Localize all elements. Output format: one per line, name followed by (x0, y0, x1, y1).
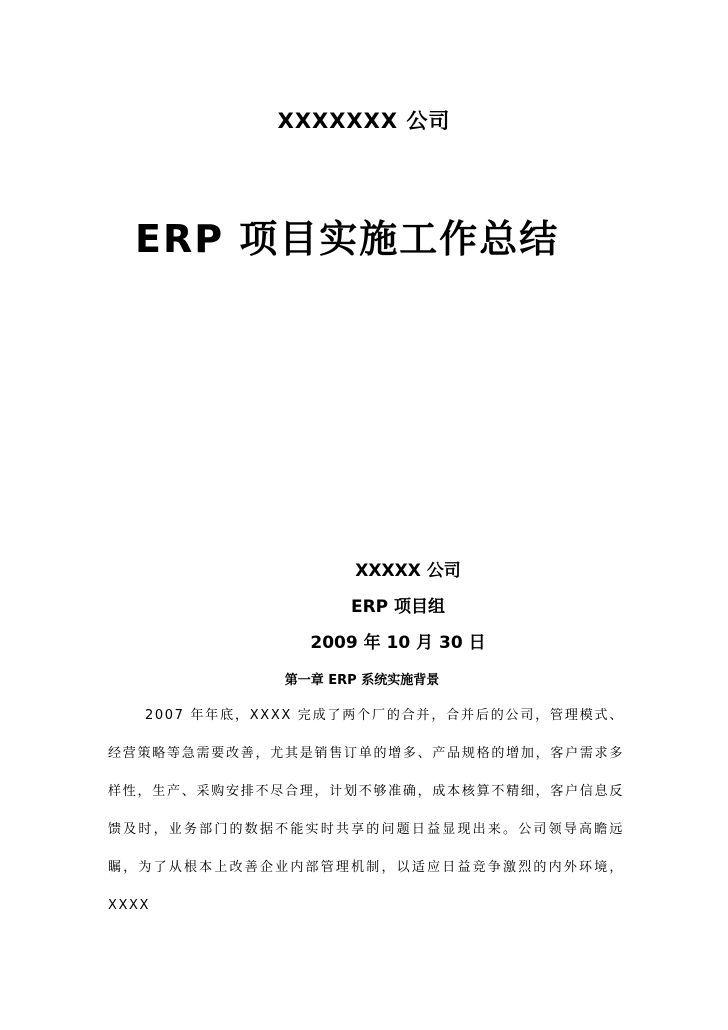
chapter-heading: 第一章 ERP 系统实施背景 (284, 673, 440, 688)
author-company: XXXXX 公司 (355, 561, 461, 581)
document-title: ERP 项目实施工作总结 (135, 217, 560, 261)
document-date: 2009 年 10 月 30 日 (310, 633, 486, 653)
chapter-paragraph: 2007 年年底，XXXX 完成了两个厂的合并，合并后的公司，管理模式、经营策略等急需要改善，尤其是销售订单的增多、产品规格的增加，客户需求多样性，生产、采购安排不尽合理，计划不够准确，成本核算不精细，客户信息反馈及时，业务部门的数据不能实时共享的问题日益显现出来。公司领导高瞻远瞩，为了从根本上改善企业内部管理机制，以适应日益竞争激烈的内外环境，XXXX (108, 708, 624, 913)
company-title: XXXXXXX 公司 (277, 109, 451, 133)
author-group: ERP 项目组 (350, 597, 446, 617)
